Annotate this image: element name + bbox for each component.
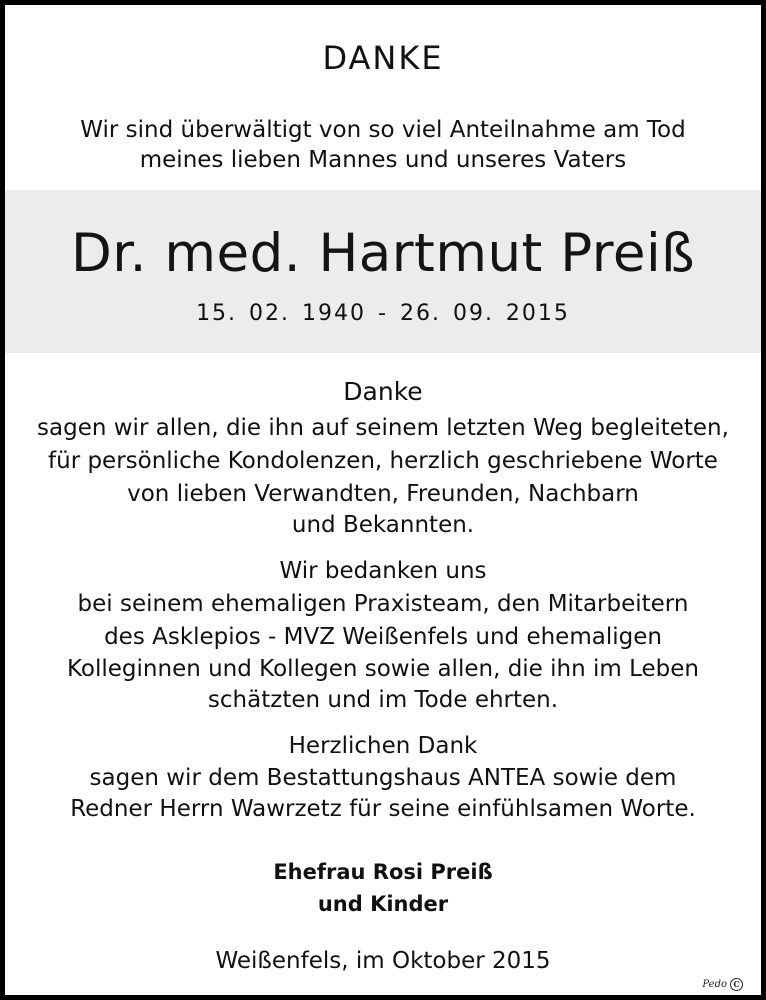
intro-line-2: meines lieben Mannes und unseres Vaters	[139, 147, 627, 173]
paragraph2-line: schätzten und im Tode ehrten.	[207, 687, 559, 713]
life-dates	[5, 301, 761, 326]
signature-line-1: Ehefrau Rosi Preiß	[273, 860, 493, 884]
paragraph1-line: von lieben Verwandten, Freunden, Nachbarn	[127, 481, 639, 507]
paragraph1-title: Danke	[343, 377, 423, 406]
deceased-name: Dr. med. Hartmut Preiß	[70, 223, 696, 284]
paragraph3-line: Redner Herrn Wawrzetz für seine einfühlsamen Worte.	[70, 796, 696, 822]
paragraph1-line: für persönliche Kondolenzen, herzlich geschriebene Worte	[48, 448, 718, 474]
paragraph2-title: Wir bedanken uns	[279, 558, 487, 584]
birth-date: 15. 02. 1940	[196, 301, 367, 326]
intro-line-1: Wir sind überwältigt von so viel Anteilnahme am Tod	[80, 117, 686, 143]
paragraph2-line: bei seinem ehemaligen Praxisteam, den Mitarbeitern	[77, 591, 689, 617]
death-date: 26. 09. 2015	[399, 301, 570, 326]
copyright-icon: C	[730, 978, 743, 991]
designer-mark: Pedo	[702, 979, 727, 990]
paragraph3-title: Herzlichen Dank	[288, 733, 478, 759]
paragraph1-line: und Bekannten.	[291, 512, 475, 538]
paragraph2-line: des Asklepios - MVZ Weißenfels und ehemaligen	[104, 624, 662, 650]
paragraph3-line: sagen wir dem Bestattungshaus ANTEA sowie dem	[89, 765, 677, 791]
notice-heading: DANKE	[322, 39, 444, 77]
paragraph2-line: Kolleginnen und Kollegen sowie allen, die ihn im Leben	[66, 656, 699, 682]
signature-line-2: und Kinder	[317, 892, 449, 916]
date-separator: -	[378, 301, 388, 326]
designer-signature	[702, 978, 743, 991]
paragraph1-line: sagen wir allen, die ihn auf seinem letzten Weg begleiteten,	[37, 415, 729, 441]
place-date: Weißenfels, im Oktober 2015	[215, 948, 551, 974]
